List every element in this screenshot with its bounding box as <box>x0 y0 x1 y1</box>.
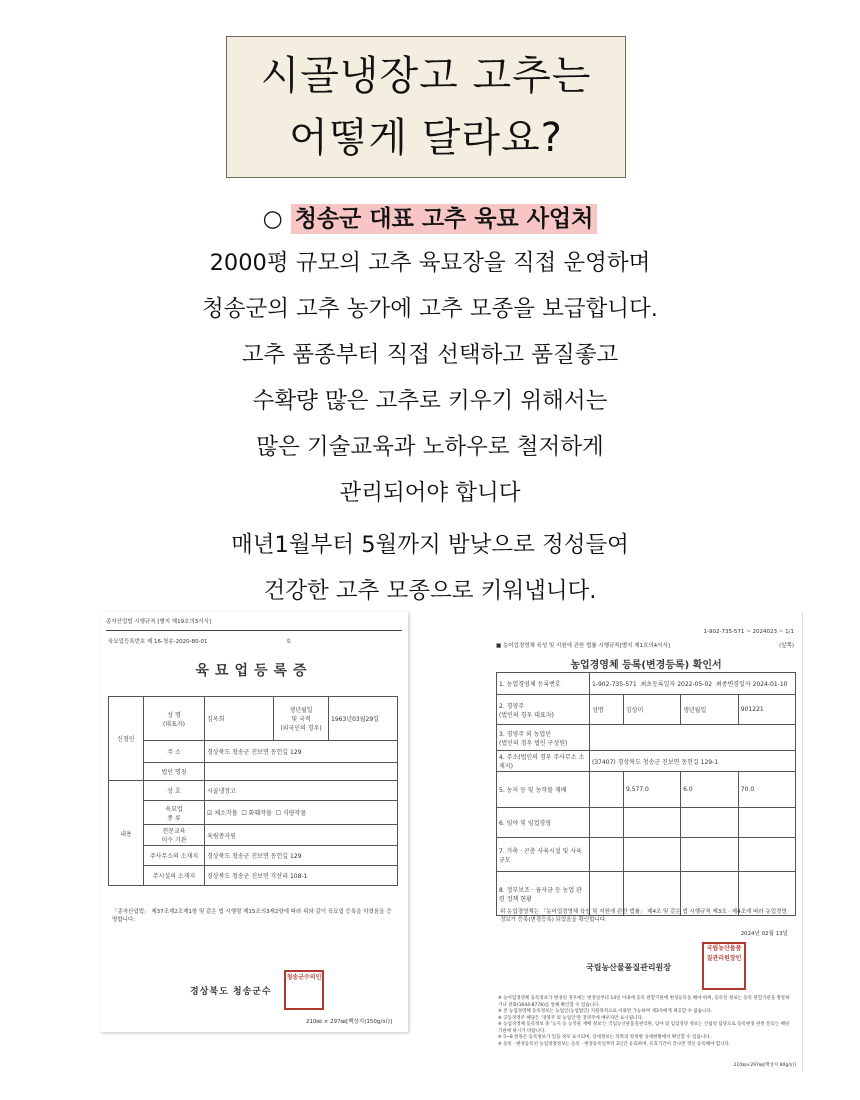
paragraph-line: 고추 품종부터 직접 선택하고 품질좋고 <box>241 342 619 368</box>
office-label: 주사무소의 소재지 <box>144 846 205 866</box>
docA-header: 종자산업법 시행규칙 [별지 제19호의3서식] <box>106 619 212 625</box>
checked-box-icon: ☑ <box>207 810 213 817</box>
docB-date: 2024년 02월 13일 <box>740 931 788 937</box>
name-label: 성 명 (대표자) <box>144 697 205 741</box>
row-address-label: 4. 주소(법인의 경우 주사무소 소재지) <box>497 751 590 772</box>
paragraph-1 <box>0 240 860 516</box>
paragraph-line: 관리되어야 합니다 <box>339 480 521 506</box>
docB-notes <box>498 996 794 1048</box>
unchecked-box-icon: ☐ <box>275 810 282 817</box>
area-other: 70.0 <box>738 772 795 808</box>
title-box <box>226 36 626 178</box>
owner-birth-label: 생년월일 <box>681 695 739 725</box>
docB-issuer: 국립농산물품질관리원장 <box>586 963 672 972</box>
owner-birth: 901221 <box>738 695 795 725</box>
birth-value: 1963년03월29일 <box>329 697 398 741</box>
facility-value: 경상북도 청송군 진보면 각산리 108-1 <box>205 866 398 886</box>
note-item: ※ 본 농업경영체 등록정보는 농업인(농업법인) 지원목적으로 이용만 가능하며 제3자에게 제공할 수 없습니다. <box>498 1009 713 1014</box>
birth-label: 생년월일 및 국적 (외국인의 경우) <box>274 697 329 741</box>
row-other-farmers-label: 3. 경영주 외 농업인 (법인의 경우 법인 구성원) <box>497 725 590 751</box>
name-value: 김옥희 <box>205 697 274 741</box>
type-label: 육묘업 종 류 <box>144 801 205 825</box>
change-date-label: 최종변경일자 <box>715 681 751 688</box>
docA-seal: 청송군수의인 <box>284 970 324 1010</box>
docA-reg-no: 육묘업등록번호 제 16-청송-2020-80-01 <box>108 639 208 645</box>
note-item: ※ 농어업경영체 등록정보가 변경된 경우에는 변경일부터 14일 이내에 등록 관할기관에 변경등록을 해야 하며, 등록된 정보는 등록 관할기관을 방문하거나 전화(1644-8778)를 통해 확인할 수 있습니다. <box>498 996 790 1008</box>
paragraph-line: 매년1월부터 5월까지 밤낮으로 정성들여 <box>231 532 629 558</box>
content-label: 내용 <box>109 781 144 886</box>
edu-label: 전문교육 이수 기관 <box>144 825 205 846</box>
area-total: 9,577.0 <box>623 772 680 808</box>
docA-statement: 「종자산업법」 제37조제2조제1항 및 같은 법 시행령 제15조의3제2항에 따라 위와 같이 육묘업 등록을 하였음을 증명합니다. <box>112 909 392 923</box>
corp-label: 법인 명칭 <box>144 763 205 781</box>
address-value: (37407) 경상북도 청송군 진보면 동헌길 129-1 <box>590 751 796 772</box>
heading-text: 청송군 대표 고추 육묘 사업처 <box>291 204 598 234</box>
note-item: ※ 공동경영주 해당은 '경영주 외 농업인'란 경영주에 배우자만 표시됩니다. <box>498 1015 644 1021</box>
row-subsidy-label: 8. 정부보조 · 융자금 등 농업 관련 정책 현황 <box>497 872 590 916</box>
docA-footer: 210㎜ × 297㎜[백상지(150g/㎡)] <box>306 1019 392 1025</box>
owner-name: 김상미 <box>623 695 680 725</box>
edu-value: 육림종자원 <box>205 825 398 846</box>
reg-date: 2022-05-02 <box>677 681 713 688</box>
trade-label: 상 호 <box>144 781 205 801</box>
docA-title: 육묘업등록증 <box>195 663 313 679</box>
office-value: 경상북도 청송군 진보면 동헌길 129 <box>205 846 398 866</box>
circle-marker: ○ <box>262 206 283 232</box>
address-label: 주 소 <box>144 741 205 763</box>
docB-table <box>496 672 796 916</box>
paragraph-line: 청송군의 고추 농가에 고추 모종을 보급합니다. <box>202 296 658 322</box>
docB-footer: 210㎜×297㎜[백상지 80g/㎡] <box>733 1063 796 1068</box>
facility-label: 주시설의 소재지 <box>144 866 205 886</box>
trade-value: 시골냉장고 <box>205 781 398 801</box>
title-line-2: 어떻게 달라요? <box>289 115 563 161</box>
address-value: 경상북도 청송군 진보면 동헌길 129 <box>205 741 398 763</box>
paragraph-line: 건강한 고추 모종으로 키워냅니다. <box>263 578 597 604</box>
type-option-3: 식량작물 <box>282 810 307 817</box>
docB-page-tag: (앞쪽) <box>779 643 794 649</box>
paragraph-2 <box>0 522 860 614</box>
area-rent: 6.0 <box>681 772 739 808</box>
type-option-1: 채소작물 <box>214 810 238 817</box>
docB-doc-no: 1-902-735-571 ~ 2024023 ~ 1/1 <box>703 629 794 635</box>
applicant-label: 신청인 <box>109 697 144 781</box>
reg-number: 1-902-735-571 <box>592 681 637 688</box>
row-reg-no-label: 1. 농업경영체 등록번호 <box>497 673 590 695</box>
row-owner-label: 2. 경영주 (법인의 경우 대표자) <box>497 695 590 725</box>
docB-statement: 위 농업경영체는 「농어업경영체 육성 및 지원에 관한 법률」 제4조 및 같은 법 시행규칙 제3조 · 제4조에 따라 농업경영정보가 등록(변경등록) 되었음을 확인합니다. <box>500 909 787 923</box>
note-item: ※ 농업경영체 등록정보 중 '농지 등 농작물 재배 정보'는 국립농산물품질관리원, 임야 및 임업경영 정보는 산림청 담당으로 등록변경 관련 문의는 해당 기관에 하시기 바랍니다. <box>498 1022 790 1034</box>
docA-reg-suffix: 호 <box>286 639 292 645</box>
docA-table <box>108 696 398 886</box>
paragraph-line: 수확량 많은 고추로 키우기 위해서는 <box>252 388 608 414</box>
owner-name-label: 성명 <box>590 695 624 725</box>
type-option-2: 화훼작물 <box>248 810 272 817</box>
paragraph-line: 많은 기술교육과 노하우로 철저하게 <box>256 434 604 460</box>
title-line-1: 시골냉장고 고추는 <box>260 53 592 99</box>
note-item: ※ 등록 · 변경등록된 농업경영정보는 등록 · 변경등록일부터 3년간 유효하며, 유효기간이 끝나면 갱신 등록해야 합니다. <box>498 1041 731 1047</box>
change-date: 2024-01-10 <box>752 681 788 688</box>
unchecked-box-icon: ☐ <box>241 810 247 817</box>
nursery-registration-certificate <box>100 612 408 1032</box>
type-options <box>205 801 398 825</box>
row-livestock-label: 7. 가축 · 곤충 사육시설 및 사육규모 <box>497 838 590 872</box>
docB-seal: 국립농산물품질관리원장인 <box>702 942 746 990</box>
docB-top-note: ■ 농어업경영체 육성 및 지원에 관한 법률 시행규칙[별지 제1호의4서식] <box>496 643 670 649</box>
docB-title: 농업경영체 등록(변경등록) 확인서 <box>570 660 722 671</box>
section-heading <box>0 200 860 233</box>
docA-issuer: 경상북도 청송군수 <box>190 987 272 997</box>
row-forest-label: 6. 임야 및 임업경영 <box>497 808 590 838</box>
paragraph-line: 2000평 규모의 고추 육묘장을 직접 운영하며 <box>209 250 651 276</box>
farm-business-registration-certificate <box>490 612 803 1072</box>
note-item: ※ 5~8 항목은 등록정보가 있을 경우 표시되며, 상세정보는 뒤쪽의 항목별 상세현황에서 확인할 수 있습니다. <box>498 1035 711 1040</box>
row-farmland-label: 5. 농지 등 및 농작물 재배 <box>497 772 590 808</box>
reg-date-label: 최초등록일자 <box>640 681 676 688</box>
